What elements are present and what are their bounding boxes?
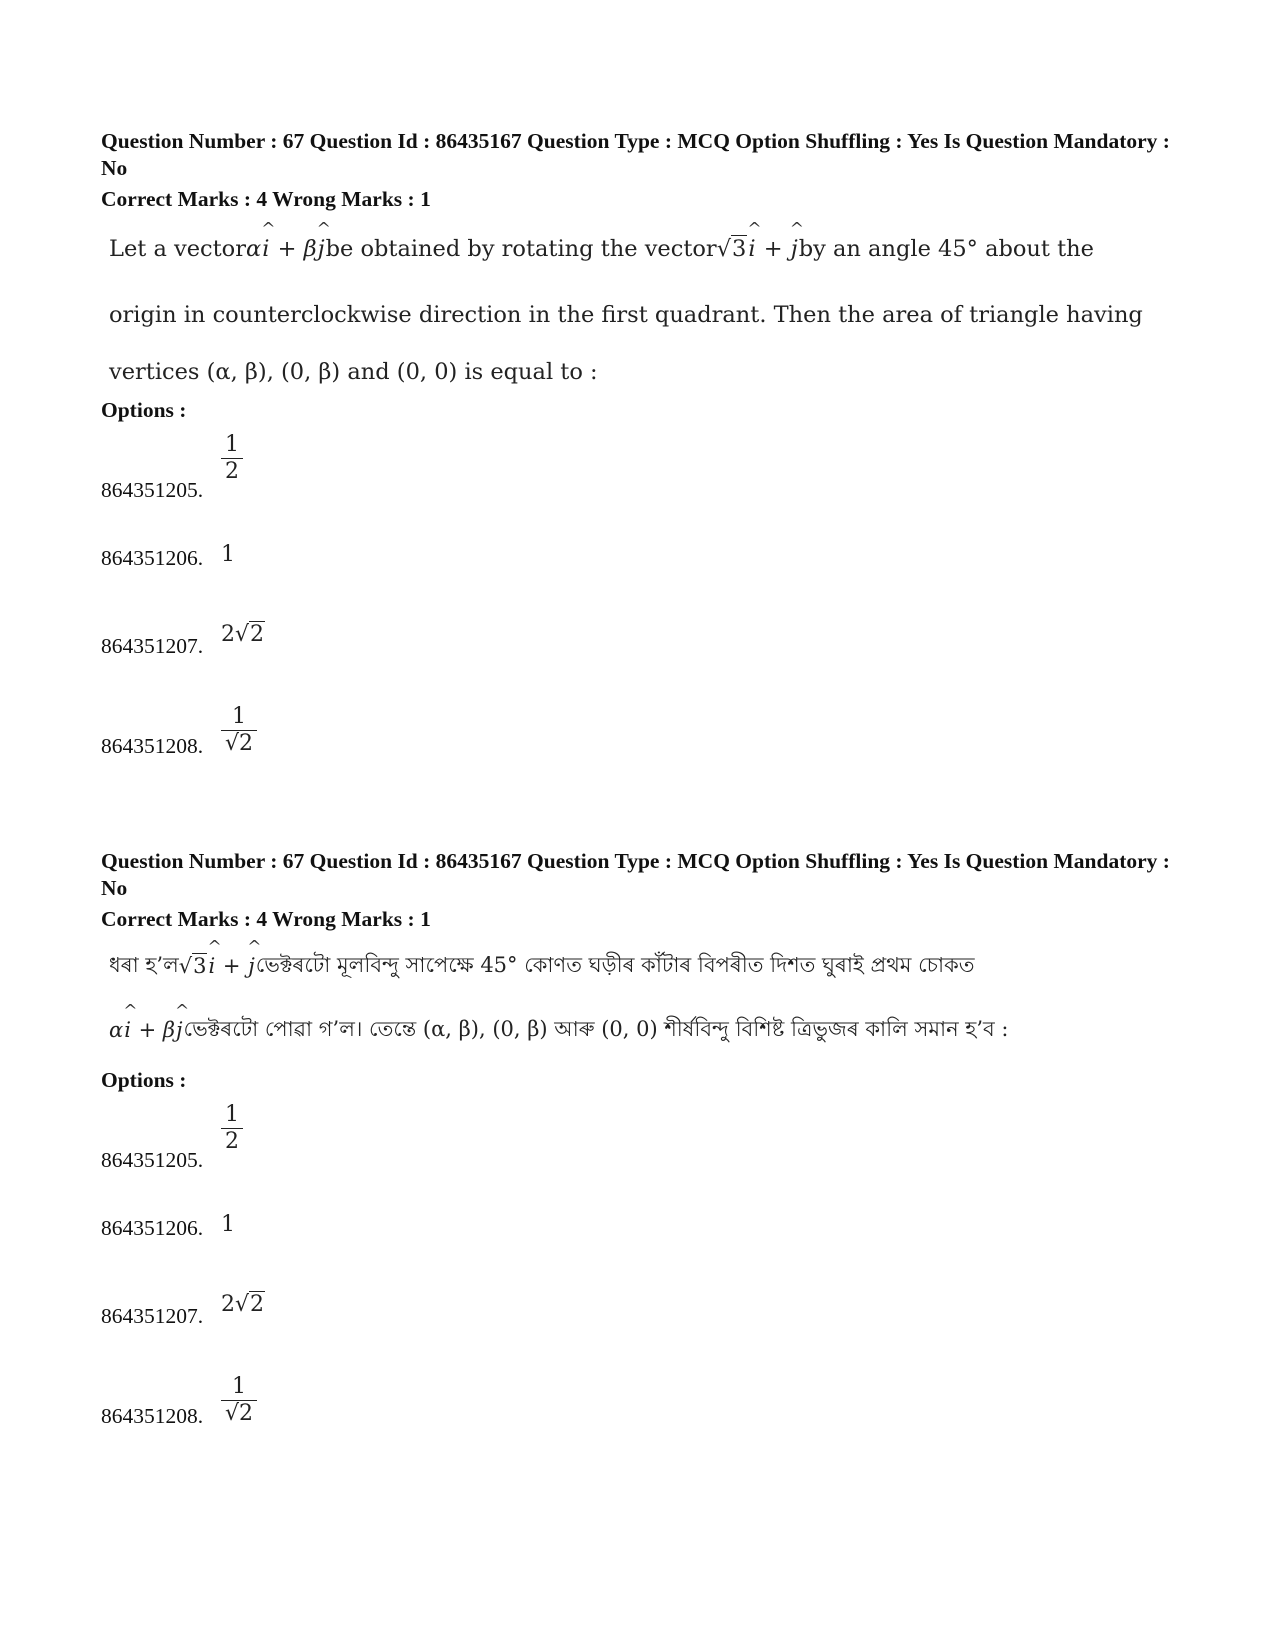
question-block-english — [101, 128, 1181, 759]
option-value — [221, 1102, 243, 1155]
question-line-3: vertices (α, β), (0, β) and (0, 0) is equal to : — [109, 359, 598, 385]
sqrt-3 — [179, 954, 208, 978]
radicand: 2 — [250, 622, 265, 647]
option-id: 864351207. — [101, 634, 204, 658]
unit-vector-j: ^ j — [790, 236, 799, 262]
math-plus: + — [277, 236, 297, 262]
option-4[interactable] — [101, 1329, 1181, 1429]
option-id: 864351208. — [101, 734, 204, 758]
question-marks: Correct Marks : 4 Wrong Marks : 1 — [101, 187, 431, 211]
option-1[interactable] — [101, 433, 1181, 503]
question-header: Question Number : 67 Question Id : 86435167 Question Type : MCQ Option Shuffling : Yes Is Question Mandatory : No — [101, 129, 1170, 180]
sqrt-sign: √ — [225, 1401, 240, 1426]
question-line-2: origin in counterclockwise direction in the first quadrant. Then the area of triangle having — [109, 302, 1143, 328]
text-segment: by an angle 45° about the — [798, 236, 1094, 262]
option-value — [221, 622, 265, 647]
option-3[interactable] — [101, 571, 1181, 659]
option-id: 864351206. — [101, 1216, 204, 1240]
sqrt-sign: √ — [716, 236, 732, 262]
question-line-1 — [109, 216, 1181, 282]
fraction — [221, 432, 243, 485]
unit-vector-j: ^ j — [175, 1018, 184, 1042]
option-value — [221, 1292, 265, 1317]
sqrt-sign: √ — [235, 622, 250, 647]
text-segment: ভেক্টৰটো পোৱা গ’ল। তেন্তে (α, β), (0, β) আৰু (0, 0) শীৰ্ষবিন্দু বিশিষ্ট ত্ৰিভুজৰ কালি সমান হ’ব : — [183, 1016, 1009, 1041]
fraction — [221, 1102, 243, 1155]
coefficient: 2 — [221, 622, 235, 647]
sqrt-sign: √ — [235, 1292, 250, 1317]
option-4[interactable] — [101, 659, 1181, 759]
question-line-1 — [109, 934, 1181, 998]
option-2[interactable] — [101, 503, 1181, 571]
option-value: 1 — [221, 542, 235, 567]
option-id: 864351205. — [101, 1148, 204, 1172]
unit-vector-j: ^ j — [317, 236, 326, 262]
fraction — [221, 704, 257, 757]
options-label: Options : — [101, 398, 187, 422]
option-value — [221, 1374, 257, 1427]
unit-vector-i: ^ i — [207, 954, 216, 978]
option-value — [221, 432, 243, 485]
question-block-assamese — [101, 848, 1181, 1429]
math-plus: + — [138, 1018, 157, 1042]
sqrt-sign: √ — [225, 731, 240, 756]
question-marks: Correct Marks : 4 Wrong Marks : 1 — [101, 907, 431, 931]
unit-vector-i: ^ i — [747, 236, 756, 262]
sqrt-3 — [717, 236, 748, 262]
radicand: 3 — [732, 236, 747, 262]
text-segment: ধৰা হ’ল — [109, 952, 179, 977]
math-beta: β — [303, 236, 317, 262]
math-alpha: α — [246, 236, 262, 262]
question-text — [109, 934, 1181, 1062]
option-3[interactable] — [101, 1241, 1181, 1329]
unit-vector-j: ^ j — [247, 954, 256, 978]
option-id: 864351206. — [101, 546, 204, 570]
denominator — [221, 730, 257, 757]
radicand: 2 — [239, 731, 254, 756]
sqrt-2 — [235, 622, 265, 647]
options-label: Options : — [101, 1068, 187, 1092]
numerator: 1 — [225, 432, 239, 457]
denominator: 2 — [221, 1128, 243, 1155]
numerator: 1 — [232, 1374, 247, 1399]
denominator — [221, 1400, 257, 1427]
denominator: 2 — [221, 458, 243, 485]
unit-vector-i: ^ i — [261, 236, 270, 262]
sqrt-2 — [235, 1292, 265, 1317]
math-beta: β — [162, 1018, 176, 1042]
radicand: 3 — [193, 954, 207, 978]
option-id: 864351208. — [101, 1404, 204, 1428]
option-2[interactable] — [101, 1173, 1181, 1241]
numerator: 1 — [225, 1102, 239, 1127]
math-plus: + — [222, 954, 241, 978]
sqrt-sign: √ — [178, 954, 193, 978]
option-1[interactable] — [101, 1103, 1181, 1173]
option-id: 864351205. — [101, 478, 204, 502]
fraction — [221, 1374, 257, 1427]
math-alpha: α — [109, 1018, 124, 1042]
coefficient: 2 — [221, 1292, 235, 1317]
option-value: 1 — [221, 1212, 235, 1237]
question-line-2 — [109, 998, 1181, 1062]
radicand: 2 — [239, 1401, 254, 1426]
math-plus: + — [763, 236, 783, 262]
question-header: Question Number : 67 Question Id : 86435167 Question Type : MCQ Option Shuffling : Yes Is Question Mandatory : No — [101, 849, 1170, 900]
numerator: 1 — [232, 704, 247, 729]
radicand: 2 — [250, 1292, 265, 1317]
text-segment: Let a vector — [109, 236, 246, 262]
option-value — [221, 704, 257, 757]
option-id: 864351207. — [101, 1304, 204, 1328]
unit-vector-i: ^ i — [123, 1018, 132, 1042]
text-segment: ভেক্টৰটো মূলবিন্দু সাপেক্ষে 45° কোণত ঘড়ীৰ কাঁটাৰ বিপৰীত দিশত ঘুৰাই প্ৰথম চোকত — [255, 952, 975, 977]
question-text — [109, 216, 1181, 396]
text-segment: be obtained by rotating the vector — [325, 236, 717, 262]
